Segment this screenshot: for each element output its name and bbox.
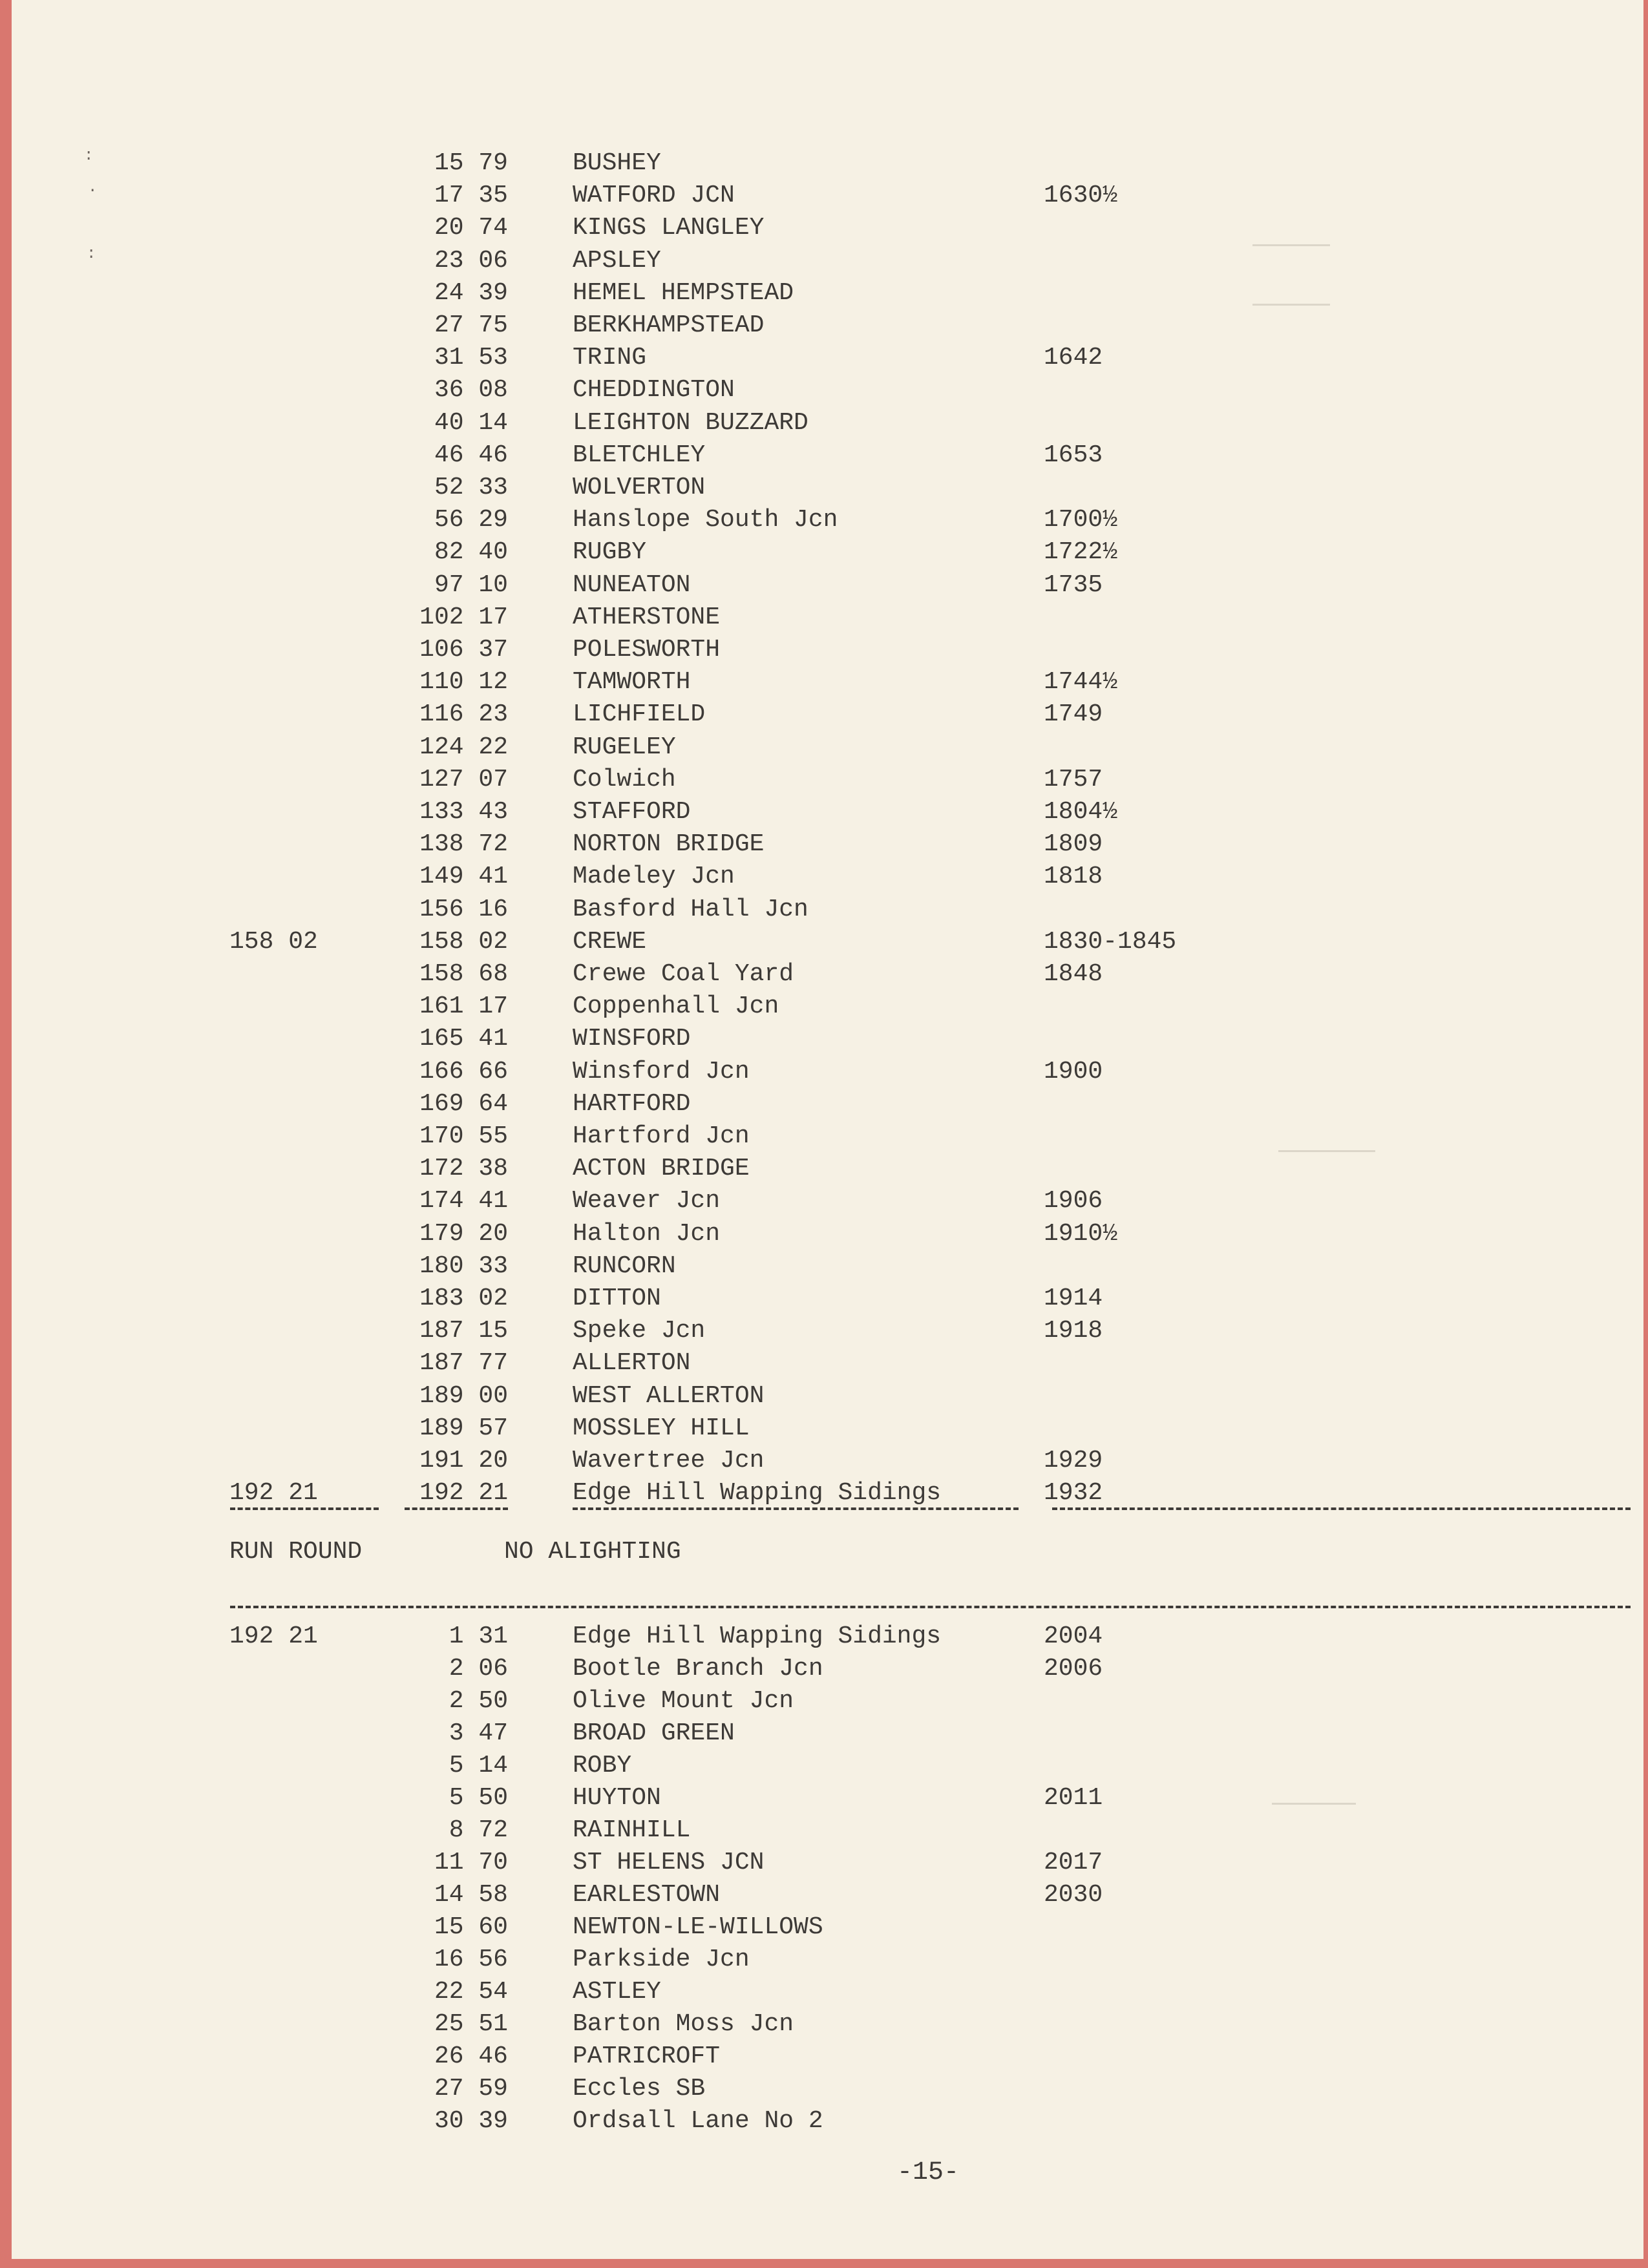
location-name: NORTON BRIDGE [573, 830, 765, 859]
table-row [12, 277, 1643, 310]
location-name: EARLESTOWN [573, 1881, 721, 1909]
mileage: 56 29 [434, 506, 508, 534]
location-name: DITTON [573, 1285, 661, 1312]
mileage: 22 54 [434, 1978, 508, 2006]
table-row [12, 991, 1643, 1023]
mileage: 31 53 [434, 344, 508, 372]
location-name: ATHERSTONE [573, 603, 721, 631]
mileage: 26 46 [434, 2042, 508, 2070]
mileage: 172 38 [419, 1155, 508, 1183]
passing-time: 1809 [1044, 830, 1103, 859]
passing-time: 2011 [1044, 1784, 1103, 1812]
mileage: 102 17 [419, 603, 508, 631]
table-row [12, 1088, 1643, 1120]
table-row [12, 698, 1643, 731]
mileage: 40 14 [434, 408, 508, 437]
mileage: 189 00 [419, 1381, 508, 1410]
mileage: 187 77 [419, 1349, 508, 1378]
passing-time: 1918 [1044, 1317, 1103, 1345]
mileage: 124 22 [419, 733, 508, 761]
location-name: PATRICROFT [573, 2042, 721, 2070]
mileage: 17 35 [434, 182, 508, 210]
location-name: TAMWORTH [573, 668, 691, 697]
mileage: 161 17 [419, 992, 508, 1021]
mileage: 2 06 [449, 1655, 508, 1683]
mileage: 116 23 [419, 700, 508, 729]
mileage: 16 56 [434, 1946, 508, 1973]
location-name: LEIGHTON BUZZARD [573, 408, 808, 437]
passing-time: 1818 [1044, 863, 1103, 891]
location-name: STAFFORD [573, 798, 691, 826]
mileage: 133 43 [419, 798, 508, 826]
location-name: Colwich [573, 765, 676, 793]
location-name: BLETCHLEY [573, 441, 706, 469]
passing-time: 1900 [1044, 1057, 1103, 1086]
location-name: Basford Hall Jcn [573, 895, 808, 923]
location-name: WATFORD JCN [573, 182, 735, 210]
passing-time: 2017 [1044, 1849, 1103, 1876]
mileage: 106 37 [419, 636, 508, 664]
dashed-rule [230, 1606, 1631, 1608]
location-name: ST HELENS JCN [573, 1849, 765, 1876]
location-name: RUGBY [573, 538, 647, 567]
page-mark: : [87, 246, 96, 263]
mileage: 23 06 [434, 246, 508, 275]
mileage: 8 72 [449, 1816, 508, 1844]
passing-time: 2006 [1044, 1655, 1103, 1683]
location-name: WINSFORD [573, 1025, 691, 1053]
table-row [12, 147, 1643, 180]
mileage: 14 58 [434, 1881, 508, 1909]
table-row [12, 1315, 1643, 1347]
mileage: 138 72 [419, 830, 508, 859]
mileage: 191 20 [419, 1447, 508, 1475]
table-row [12, 504, 1643, 536]
mileage: 82 40 [434, 538, 508, 567]
location-name: TRING [573, 344, 647, 372]
mileage: 170 55 [419, 1122, 508, 1150]
table-row [12, 245, 1643, 277]
passing-time: 1910½ [1044, 1219, 1118, 1248]
location-name: Coppenhall Jcn [573, 992, 779, 1021]
table-row [12, 1717, 1643, 1750]
mileage: 27 75 [434, 311, 508, 339]
location-name: HEMEL HEMPSTEAD [573, 278, 794, 307]
mileage: 165 41 [419, 1025, 508, 1053]
mileage: 5 50 [449, 1784, 508, 1812]
mileage: 24 39 [434, 278, 508, 307]
mileage: 179 20 [419, 1219, 508, 1248]
location-name: Wavertree Jcn [573, 1447, 765, 1475]
mileage: 158 02 [419, 927, 508, 956]
table-row [12, 894, 1643, 926]
mileage: 187 15 [419, 1317, 508, 1345]
table-row [12, 536, 1643, 569]
table-row [12, 439, 1643, 472]
mileage: 3 47 [449, 1719, 508, 1747]
location-name: Weaver Jcn [573, 1187, 721, 1215]
location-name: ACTON BRIDGE [573, 1155, 750, 1183]
run-round-label: RUN ROUND [229, 1538, 363, 1566]
location-name: HARTFORD [573, 1089, 691, 1118]
location-name: KINGS LANGLEY [573, 214, 765, 242]
passing-time: 1653 [1044, 441, 1103, 469]
location-name: BERKHAMPSTEAD [573, 311, 765, 339]
table-row [12, 1911, 1643, 1944]
reference-mileage: 192 21 [229, 1479, 318, 1507]
passing-time: 1932 [1044, 1479, 1103, 1507]
table-row [12, 1653, 1643, 1685]
table-row [12, 472, 1643, 504]
table-row [12, 958, 1643, 991]
table-row [12, 731, 1643, 764]
table-row [12, 1445, 1643, 1477]
page [12, 0, 1643, 2259]
mileage: 11 70 [434, 1849, 508, 1876]
passing-time: 2004 [1044, 1622, 1103, 1650]
page-mark: : [84, 147, 94, 165]
mileage: 110 12 [419, 668, 508, 697]
location-name: RUGELEY [573, 733, 676, 761]
table-row [12, 1153, 1643, 1185]
passing-time: 1914 [1044, 1285, 1103, 1312]
passing-time: 1804½ [1044, 798, 1118, 826]
mileage: 127 07 [419, 765, 508, 793]
table-row [12, 926, 1643, 958]
mileage: 169 64 [419, 1089, 508, 1118]
page-mark: · [88, 182, 98, 200]
passing-time: 1749 [1044, 700, 1103, 729]
page-number: -15- [897, 2158, 960, 2187]
location-name: Speke Jcn [573, 1317, 706, 1345]
table-row [12, 1879, 1643, 1911]
location-name: MOSSLEY HILL [573, 1414, 750, 1442]
dashed-rule [230, 1507, 379, 1510]
location-name: BUSHEY [573, 149, 661, 177]
table-row [12, 1477, 1643, 1509]
mileage: 192 21 [419, 1479, 508, 1507]
dashed-rule [1052, 1507, 1631, 1510]
mileage: 5 14 [449, 1752, 508, 1780]
table-row [12, 828, 1643, 861]
table-row [12, 1847, 1643, 1879]
location-name: ALLERTON [573, 1349, 691, 1378]
no-alighting-label: NO ALIGHTING [504, 1538, 681, 1566]
table-row [12, 342, 1643, 374]
location-name: NUNEATON [573, 571, 691, 599]
mileage: 183 02 [419, 1285, 508, 1312]
reference-mileage: 158 02 [229, 927, 318, 956]
table-row [12, 861, 1643, 893]
passing-time: 1848 [1044, 960, 1103, 988]
table-row [12, 1120, 1643, 1153]
passing-time: 1929 [1044, 1447, 1103, 1475]
table-row [12, 1685, 1643, 1717]
passing-time: 1757 [1044, 765, 1103, 793]
table-row [12, 2105, 1643, 2137]
location-name: HUYTON [573, 1784, 661, 1812]
location-name: Bootle Branch Jcn [573, 1655, 823, 1683]
table-row [12, 1056, 1643, 1088]
location-name: Winsford Jcn [573, 1057, 750, 1086]
table-row [12, 212, 1643, 244]
table-row [12, 764, 1643, 796]
location-name: LICHFIELD [573, 700, 706, 729]
dashed-rule [405, 1507, 508, 1510]
mileage: 25 51 [434, 2010, 508, 2038]
passing-time: 1735 [1044, 571, 1103, 599]
location-name: Eccles SB [573, 2075, 706, 2103]
mileage: 20 74 [434, 214, 508, 242]
location-name: Olive Mount Jcn [573, 1687, 794, 1715]
table-row [12, 1347, 1643, 1380]
mileage: 15 60 [434, 1913, 508, 1941]
table-row [12, 1782, 1643, 1814]
passing-time: 1642 [1044, 344, 1103, 372]
table-row [12, 602, 1643, 634]
passing-time: 2030 [1044, 1881, 1103, 1909]
location-name: Barton Moss Jcn [573, 2010, 794, 2038]
table-row [12, 796, 1643, 828]
table-row [12, 1412, 1643, 1445]
mileage: 166 66 [419, 1057, 508, 1086]
passing-time: 1630½ [1044, 182, 1118, 210]
table-row [12, 1218, 1643, 1250]
location-name: ASTLEY [573, 1978, 661, 2006]
table-row [12, 666, 1643, 698]
mileage: 149 41 [419, 863, 508, 891]
table-row [12, 1283, 1643, 1315]
table-row [12, 634, 1643, 666]
mileage: 158 68 [419, 960, 508, 988]
table-row [12, 1750, 1643, 1782]
passing-time: 1744½ [1044, 668, 1118, 697]
mileage: 180 33 [419, 1252, 508, 1280]
table-row [12, 310, 1643, 342]
location-name: WOLVERTON [573, 474, 706, 501]
mileage: 30 39 [434, 2107, 508, 2135]
location-name: RUNCORN [573, 1252, 676, 1280]
table-row [12, 1380, 1643, 1412]
table-row [12, 2041, 1643, 2073]
table-row [12, 407, 1643, 439]
mileage: 156 16 [419, 895, 508, 923]
mileage: 46 46 [434, 441, 508, 469]
location-name: Hartford Jcn [573, 1122, 750, 1150]
location-name: BROAD GREEN [573, 1719, 735, 1747]
table-row [12, 1023, 1643, 1055]
mileage: 1 31 [449, 1622, 508, 1650]
location-name: RAINHILL [573, 1816, 691, 1844]
table-row [12, 2073, 1643, 2105]
passing-time: 1722½ [1044, 538, 1118, 567]
location-name: WEST ALLERTON [573, 1381, 765, 1410]
mileage: 27 59 [434, 2075, 508, 2103]
mileage: 52 33 [434, 474, 508, 501]
mileage: 36 08 [434, 376, 508, 404]
mileage: 97 10 [434, 571, 508, 599]
passing-time: 1906 [1044, 1187, 1103, 1215]
table-row [12, 1814, 1643, 1847]
location-name: POLESWORTH [573, 636, 721, 664]
table-row [12, 1185, 1643, 1217]
location-name: ROBY [573, 1752, 632, 1780]
mileage: 2 50 [449, 1687, 508, 1715]
location-name: Crewe Coal Yard [573, 960, 794, 988]
mileage: 174 41 [419, 1187, 508, 1215]
location-name: Parkside Jcn [573, 1946, 750, 1973]
location-name: Ordsall Lane No 2 [573, 2107, 823, 2135]
location-name: NEWTON-LE-WILLOWS [573, 1913, 823, 1941]
location-name: Halton Jcn [573, 1219, 721, 1248]
location-name: CHEDDINGTON [573, 376, 735, 404]
table-row [12, 569, 1643, 602]
table-row [12, 374, 1643, 406]
table-row [12, 1976, 1643, 2008]
table-row [12, 1944, 1643, 1976]
reference-mileage: 192 21 [229, 1622, 318, 1650]
passing-time: 1830-1845 [1044, 927, 1177, 956]
table-row [12, 1621, 1643, 1653]
location-name: Edge Hill Wapping Sidings [573, 1622, 942, 1650]
location-name: CREWE [573, 927, 647, 956]
mileage: 189 57 [419, 1414, 508, 1442]
location-name: APSLEY [573, 246, 661, 275]
table-row [12, 2008, 1643, 2041]
mileage: 15 79 [434, 149, 508, 177]
location-name: Edge Hill Wapping Sidings [573, 1479, 942, 1507]
dashed-rule [573, 1507, 1019, 1510]
table-row [12, 1250, 1643, 1283]
passing-time: 1700½ [1044, 506, 1118, 534]
location-name: Hanslope South Jcn [573, 506, 838, 534]
table-row [12, 180, 1643, 212]
location-name: Madeley Jcn [573, 863, 735, 891]
